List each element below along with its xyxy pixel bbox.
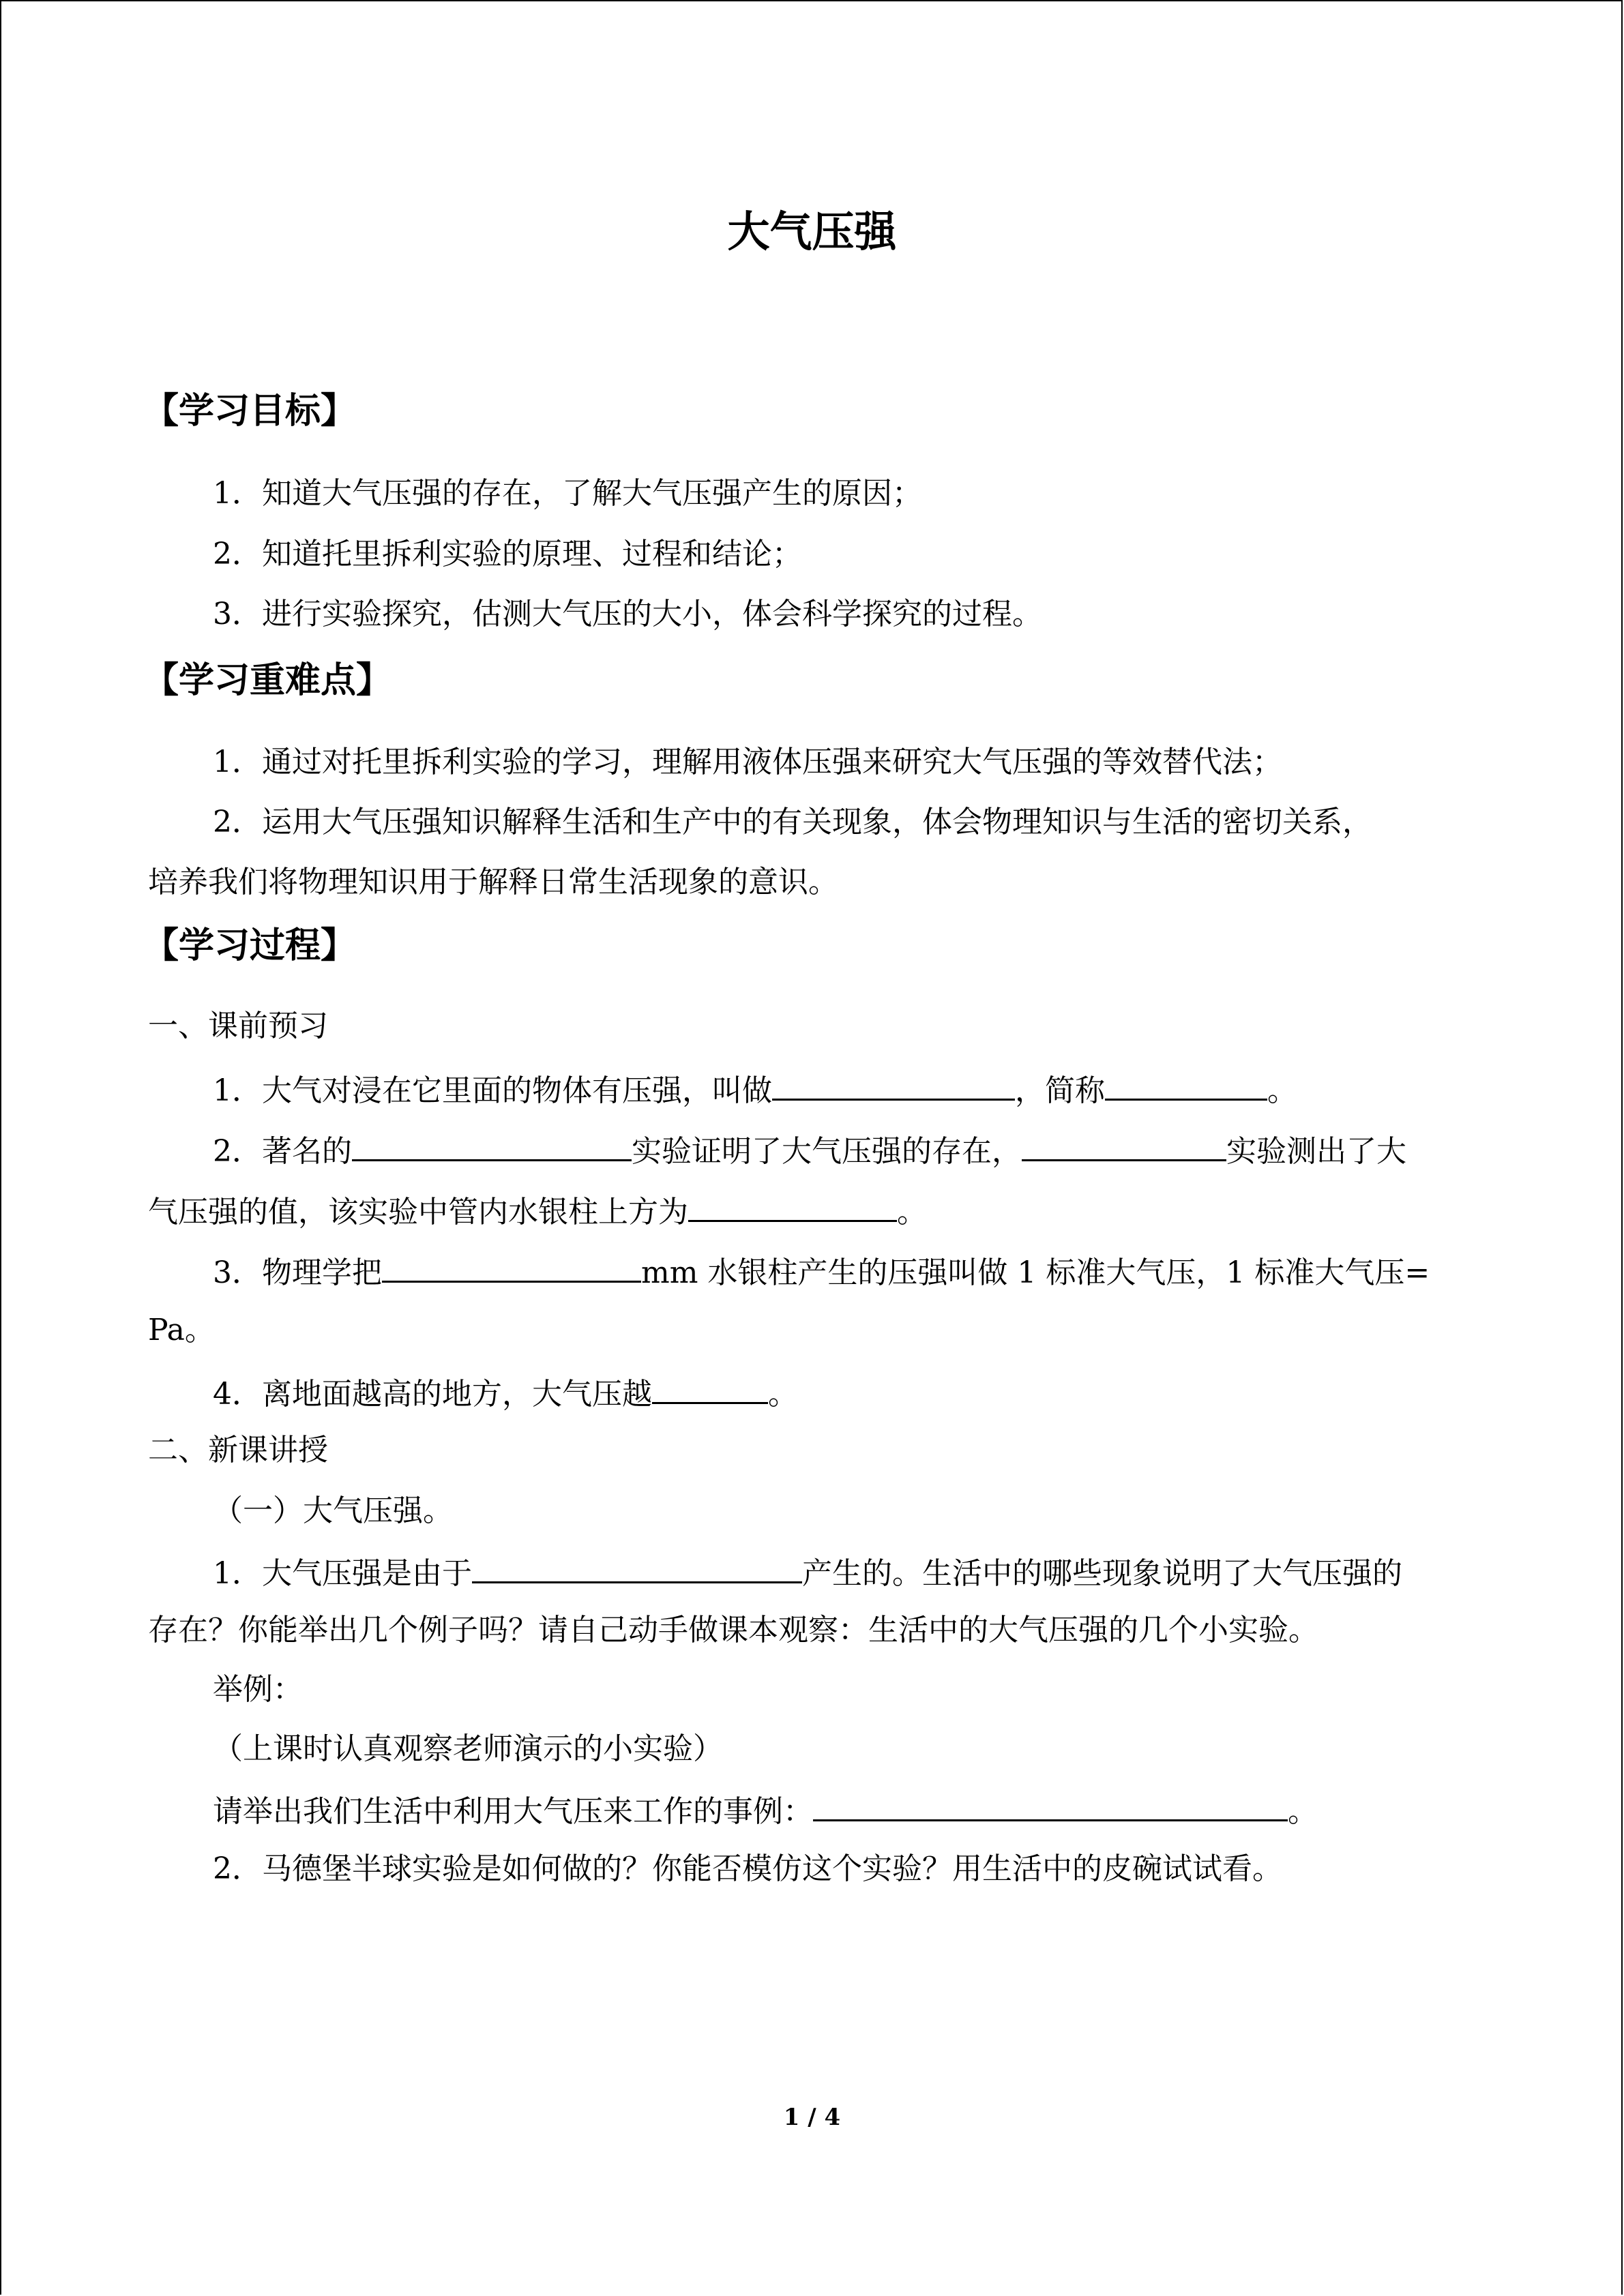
q3-text-a: 3．物理学把 bbox=[213, 1255, 382, 1290]
preview-question-2-line-2 bbox=[148, 1189, 927, 1233]
q1-blank-1[interactable] bbox=[772, 1067, 1015, 1101]
preview-question-1 bbox=[213, 1067, 1297, 1112]
example-note: （上课时认真观察老师演示的小实验） bbox=[213, 1731, 723, 1766]
q1-text-b: ，简称 bbox=[1015, 1073, 1105, 1108]
q2-text-c: 实验测出了大 bbox=[1226, 1134, 1406, 1169]
lesson-item-1-line-2: 存在？你能举出几个例子吗？请自己动手做课本观察：生活中的大气压强的几个小实验。 bbox=[148, 1613, 1318, 1648]
part2-heading: 二、新课讲授 bbox=[148, 1433, 328, 1467]
q3-text-b: mm 水银柱产生的压强叫做 1 标准大气压，1 标准大气压= bbox=[641, 1255, 1430, 1290]
q4-text-a: 4．离地面越高的地方，大气压越 bbox=[213, 1377, 652, 1412]
goal-item-1: 1．知道大气压强的存在，了解大气压强产生的原因； bbox=[213, 476, 922, 511]
section-heading-keypoints: 【学习重难点】 bbox=[143, 660, 392, 701]
q4-text-b: 。 bbox=[768, 1377, 798, 1412]
preview-question-4 bbox=[213, 1371, 798, 1415]
goal-item-2: 2．知道托里拆利实验的原理、过程和结论； bbox=[213, 537, 802, 571]
preview-question-3-line-2: Pa。 bbox=[148, 1313, 215, 1347]
example-label: 举例： bbox=[213, 1672, 303, 1707]
page-number: 1 / 4 bbox=[783, 2104, 841, 2131]
part1-heading: 一、课前预习 bbox=[148, 1009, 328, 1043]
usage-text-a: 请举出我们生活中利用大气压来工作的事例： bbox=[213, 1794, 813, 1829]
q2-blank-2[interactable] bbox=[1022, 1128, 1226, 1161]
q1-text-a: 1．大气对浸在它里面的物体有压强，叫做 bbox=[213, 1073, 772, 1108]
lesson-item-2: 2．马德堡半球实验是如何做的？你能否模仿这个实验？用生活中的皮碗试试看。 bbox=[213, 1851, 1282, 1886]
q2-text-a: 2．著名的 bbox=[213, 1134, 352, 1169]
p1-text-b: 产生的。生活中的哪些现象说明了大气压强的 bbox=[802, 1556, 1402, 1591]
page-title: 大气压强 bbox=[727, 207, 897, 256]
q1-text-c: 。 bbox=[1267, 1073, 1297, 1108]
p1-text-a: 1．大气压强是由于 bbox=[213, 1556, 472, 1591]
q2-text-b: 实验证明了大气压强的存在， bbox=[632, 1134, 1022, 1169]
section-heading-process: 【学习过程】 bbox=[143, 925, 357, 966]
q2-text-e: 。 bbox=[897, 1195, 927, 1229]
keypoint-item-2-line-2: 培养我们将物理知识用于解释日常生活现象的意识。 bbox=[148, 865, 838, 899]
keypoint-item-1: 1．通过对托里拆利实验的学习，理解用液体压强来研究大气压强的等效替代法； bbox=[213, 745, 1282, 779]
goal-item-3: 3．进行实验探究，估测大气压的大小，体会科学探究的过程。 bbox=[213, 597, 1042, 631]
usage-question bbox=[213, 1788, 1318, 1832]
preview-question-3-line-1 bbox=[213, 1249, 1430, 1294]
q2-blank-1[interactable] bbox=[352, 1128, 632, 1161]
q4-blank-1[interactable] bbox=[652, 1371, 768, 1404]
p1-blank-1[interactable] bbox=[472, 1550, 802, 1583]
preview-question-2-line-1 bbox=[213, 1128, 1406, 1172]
usage-blank[interactable] bbox=[813, 1788, 1288, 1821]
keypoint-item-2-line-1: 2．运用大气压强知识解释生活和生产中的有关现象，体会物理知识与生活的密切关系， bbox=[213, 805, 1372, 839]
section-heading-goals: 【学习目标】 bbox=[143, 391, 357, 432]
q2-blank-3[interactable] bbox=[688, 1189, 897, 1222]
part2-subheading: （一）大气压强。 bbox=[213, 1493, 453, 1528]
lesson-item-1-line-1 bbox=[213, 1550, 1402, 1594]
q3-blank-1[interactable] bbox=[382, 1249, 641, 1283]
q2-text-d: 气压强的值，该实验中管内水银柱上方为 bbox=[148, 1195, 688, 1229]
usage-text-b: 。 bbox=[1288, 1794, 1318, 1829]
q1-blank-2[interactable] bbox=[1105, 1067, 1267, 1101]
